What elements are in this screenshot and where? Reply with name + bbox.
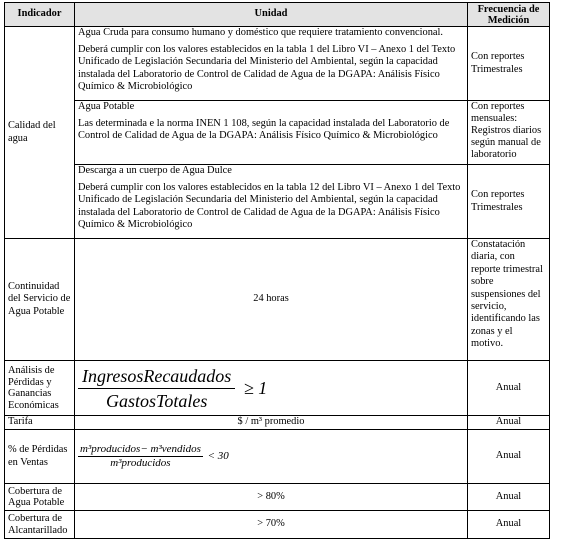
discharge-title: Descarga a un cuerpo de Agua Dulce bbox=[78, 165, 232, 176]
cell-calidad-raw-frequency: Con reportes Trimestrales bbox=[468, 27, 550, 101]
potable-water-text: Las determinada e la norma INEN 1 108, según la capacidad instalada del Laboratorio de Control de Calidad de Agua de la DGAPA: Análisis Físico Químico & Microbiológico bbox=[78, 117, 450, 142]
row-cobertura-alc bbox=[5, 511, 550, 539]
row-calidad-discharge bbox=[5, 165, 550, 239]
cell-continuidad-unit: 24 horas bbox=[75, 239, 468, 361]
row-cobertura-agua bbox=[5, 484, 550, 511]
cell-ventas-formula bbox=[75, 430, 468, 484]
cell-calidad-raw-unit bbox=[75, 27, 468, 101]
profit-fraction bbox=[78, 364, 235, 413]
sales-relation: < 30 bbox=[207, 450, 229, 462]
profit-relation: ≥ 1 bbox=[243, 378, 268, 398]
row-continuidad bbox=[5, 239, 550, 361]
profit-denominator: GastosTotales bbox=[105, 390, 208, 411]
row-calidad-raw bbox=[5, 27, 550, 101]
cell-cobertura-alc-indicator: Cobertura de Alcantarillado bbox=[5, 511, 75, 539]
raw-water-text: Deberá cumplir con los valores establecidos en la tabla 1 del Libro VI – Anexo 1 del Texto Unificado de Legislación Secundaria del Ministerio del Ambiental, según la capacidad instalada del Laboratorio de Control de Calidad de Agua de la DGAPA: Análisis Físico Químico & Microbiológico bbox=[78, 43, 456, 93]
cell-perdidas-indicator: Análisis de Pérdidas y Ganancias Económicas bbox=[5, 361, 75, 416]
cell-tarifa-unit: $ / m³ promedio bbox=[75, 416, 468, 430]
profit-numerator: IngresosRecaudados bbox=[78, 364, 235, 389]
raw-water-title: Agua Cruda para consumo humano y doméstico que requiere tratamiento convencional. bbox=[78, 27, 443, 38]
header-indicator: Indicador bbox=[5, 3, 75, 27]
discharge-text: Deberá cumplir con los valores establecidos en la tabla 12 del Libro VI – Anexo 1 del Texto Unificado de Legislación Secundaria del Ministerio del Ambiental, según la capacidad instalada del Laboratorio de Control de Calidad de Agua de la DGAPA: Análisis Físico Químico & Microbiológico bbox=[78, 181, 461, 231]
cell-calidad-potable-frequency: Con reportes mensuales: Registros diarios según manual de laboratorio bbox=[468, 101, 550, 165]
profit-ratio-formula bbox=[78, 365, 268, 411]
header-row bbox=[5, 3, 550, 27]
cell-cobertura-agua-indicator: Cobertura de Agua Potable bbox=[5, 484, 75, 511]
cell-cobertura-alc-unit: > 70% bbox=[75, 511, 468, 539]
sales-fraction bbox=[78, 443, 203, 470]
indicators-table bbox=[4, 2, 550, 539]
cell-continuidad-frequency: Constatación diaria, con reporte trimestral sobre suspensiones del servicio, identificando las zonas y el motivo. bbox=[468, 239, 550, 361]
cell-calidad-discharge-unit bbox=[75, 165, 468, 239]
cell-ventas-indicator: % de Pérdidas en Ventas bbox=[5, 430, 75, 484]
header-frequency: Frecuencia de Medición bbox=[468, 3, 550, 27]
cell-perdidas-frequency: Anual bbox=[468, 361, 550, 416]
row-calidad-potable bbox=[5, 101, 550, 165]
cell-perdidas-formula bbox=[75, 361, 468, 416]
cell-cobertura-agua-unit: > 80% bbox=[75, 484, 468, 511]
row-tarifa bbox=[5, 416, 550, 430]
sales-denominator: m³producidos bbox=[110, 457, 171, 469]
potable-water-title: Agua Potable bbox=[78, 101, 135, 112]
cell-continuidad-indicator: Continuidad del Servicio de Agua Potable bbox=[5, 239, 75, 361]
header-unit: Unidad bbox=[75, 3, 468, 27]
cell-tarifa-indicator: Tarifa bbox=[5, 416, 75, 430]
cell-ventas-frequency: Anual bbox=[468, 430, 550, 484]
cell-cobertura-agua-frequency: Anual bbox=[468, 484, 550, 511]
sales-numerator: m³producidos− m³vendidos bbox=[80, 443, 201, 455]
row-perdidas bbox=[5, 361, 550, 416]
row-ventas bbox=[5, 430, 550, 484]
cell-tarifa-frequency: Anual bbox=[468, 416, 550, 430]
cell-calidad-potable-unit bbox=[75, 101, 468, 165]
sales-loss-formula bbox=[78, 443, 229, 469]
cell-cobertura-alc-frequency: Anual bbox=[468, 511, 550, 539]
indicators-table-container bbox=[4, 2, 549, 539]
cell-calidad-indicator: Calidad del agua bbox=[5, 27, 75, 239]
cell-calidad-discharge-frequency: Con reportes Trimestrales bbox=[468, 165, 550, 239]
